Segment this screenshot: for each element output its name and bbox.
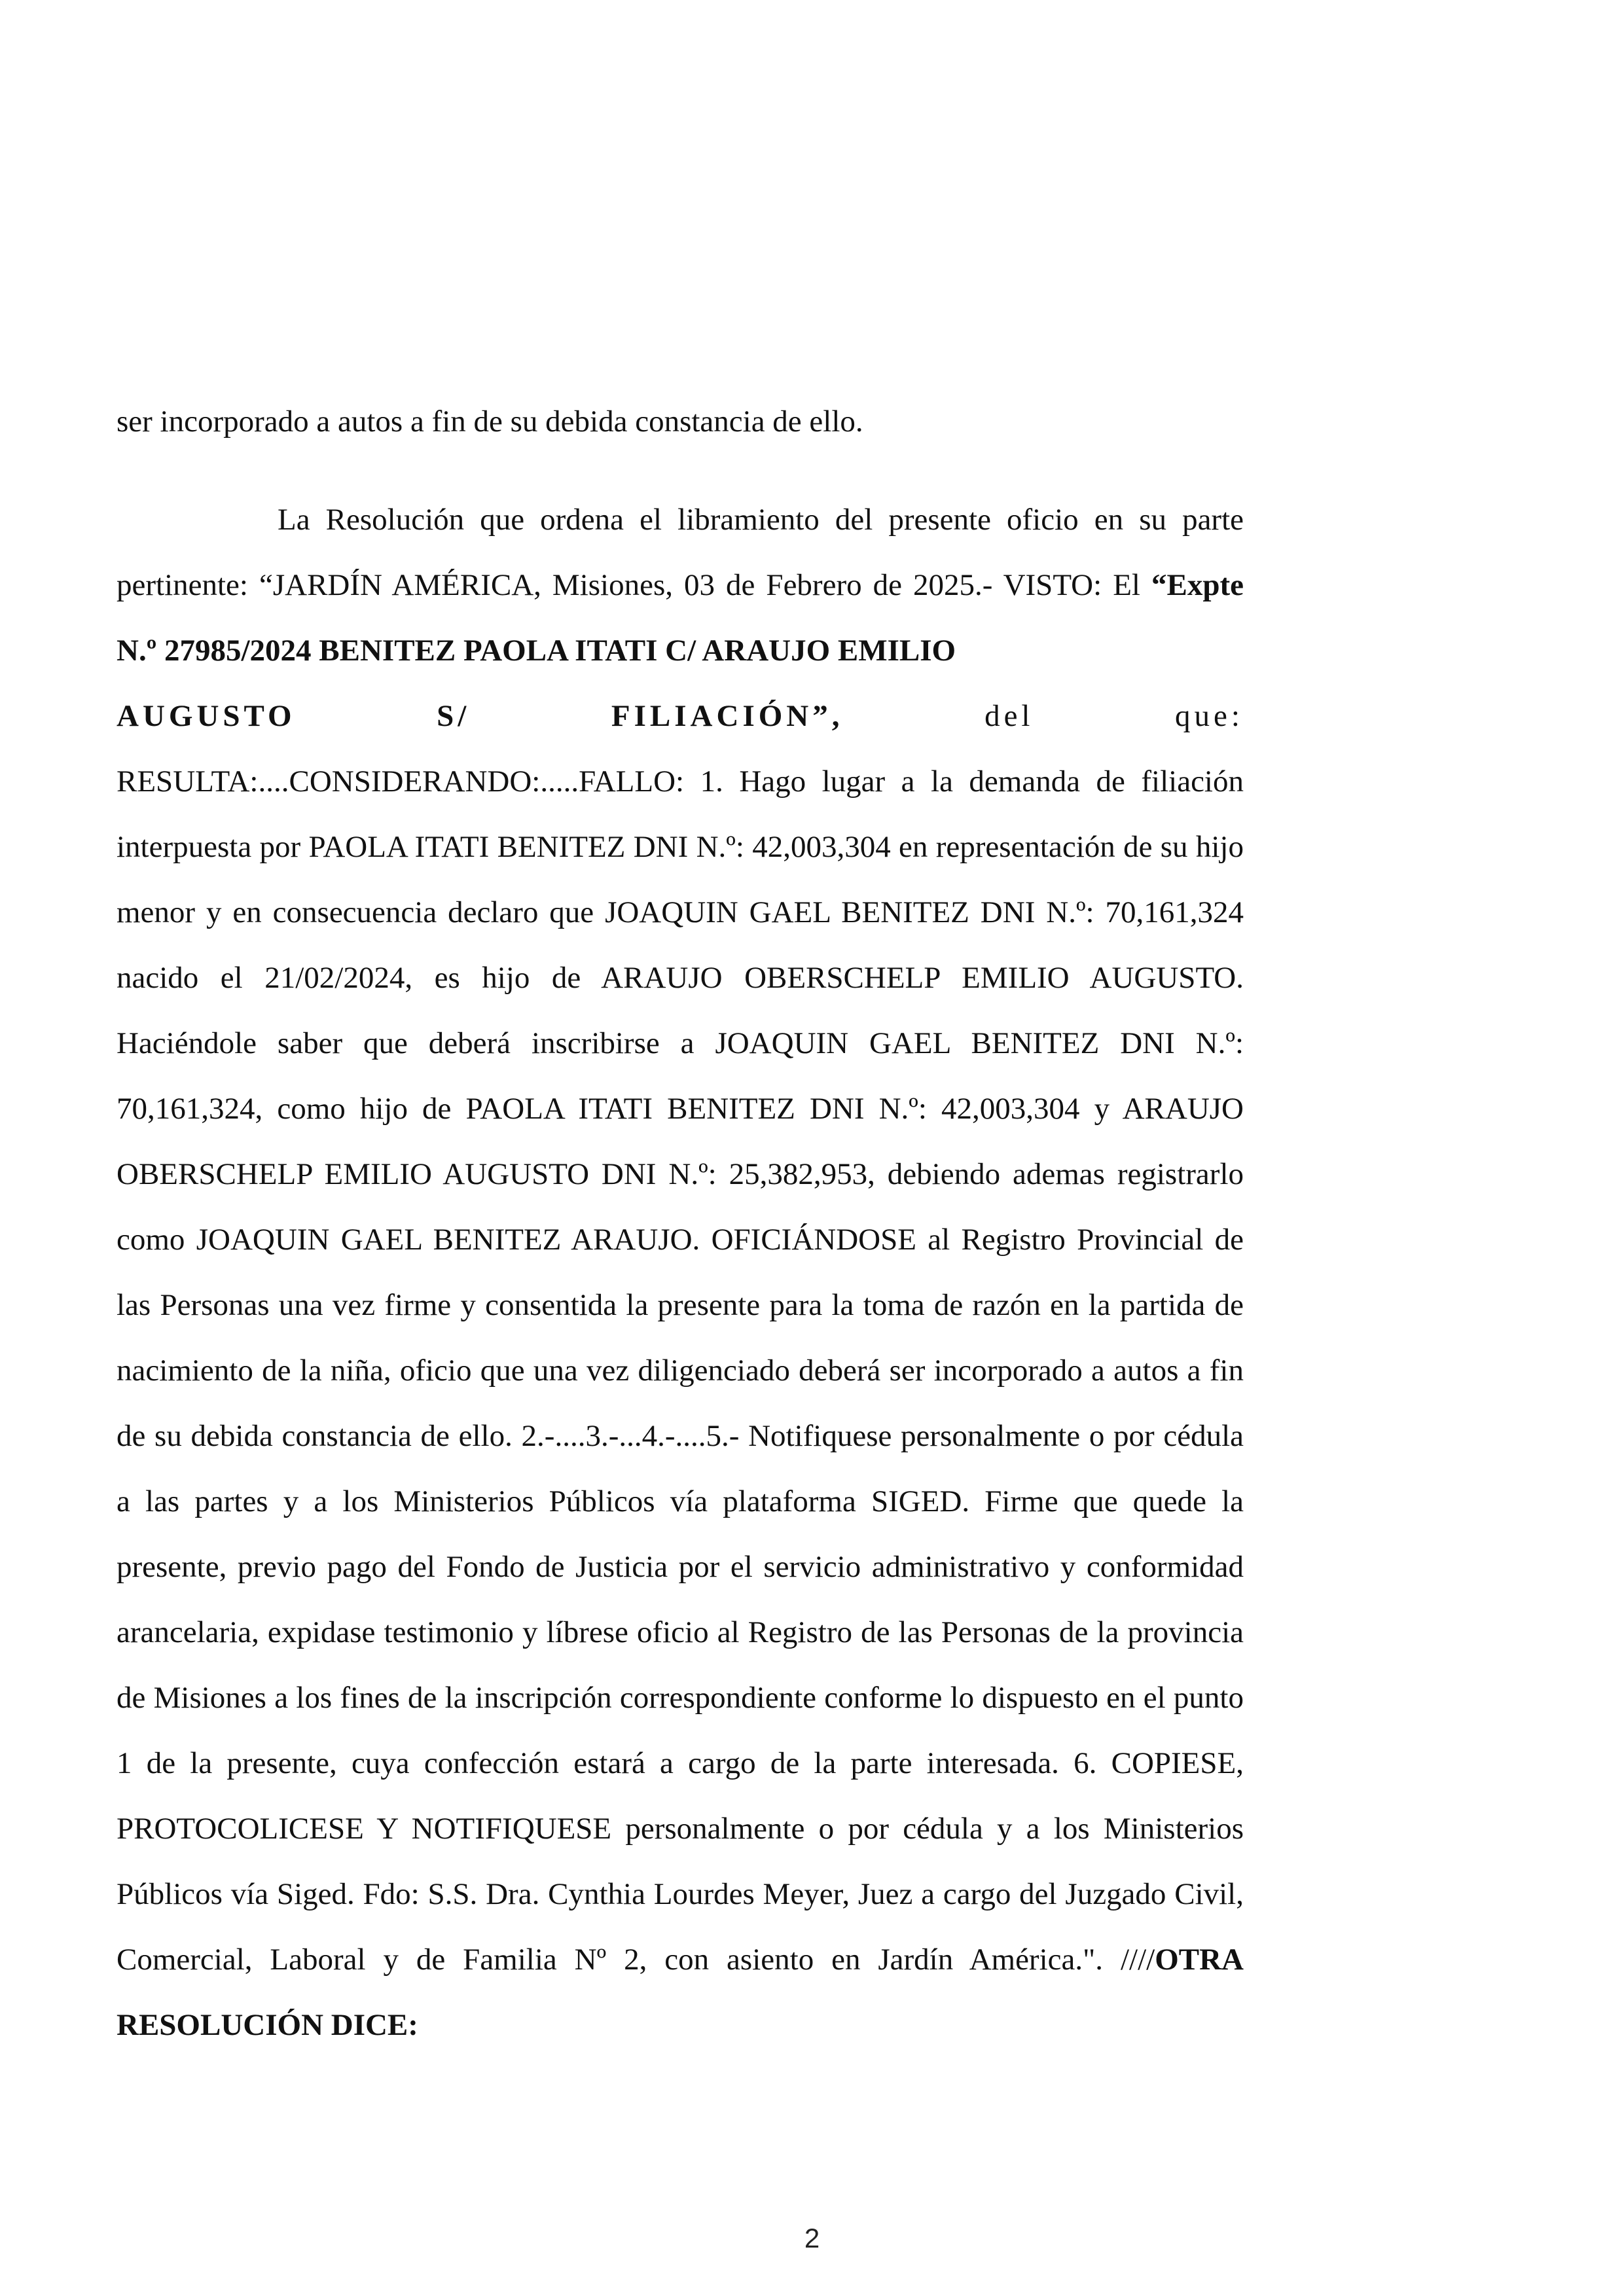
case-title-line2 [117, 683, 1244, 749]
page-number: 2 [804, 2223, 820, 2253]
resolution-paragraph [117, 487, 1244, 2058]
case-title-line1: “Expte N.º 27985/2024 BENITEZ PAOLA ITATI C/ ARAUJO EMILIO [117, 568, 1244, 668]
case-title-word-que: que: [1175, 699, 1244, 733]
continuation-paragraph [117, 389, 1244, 454]
case-title-word-s: S/ [437, 699, 471, 733]
case-title-word-augusto: AUGUSTO [117, 699, 296, 733]
case-title-word-del: del [984, 699, 1034, 733]
case-title-word-filiacion: FILIACIÓN”, [611, 699, 844, 733]
resolution-body: RESULTA:....CONSIDERANDO:.....FALLO: 1. Hago lugar a la demanda de filiación interpuesta por PAOLA ITATI BENITEZ DNI N.º: 42,003,304 en representación de su hijo menor y en consecuencia declaro que JOAQUIN GAEL BENITEZ DNI N.º: 70,161,324 nacido el 21/02/2024, es hijo de ARAUJO OBERSCHELP EMILIO AUGUSTO. Haciéndole saber que deberá inscribirse a JOAQUIN GAEL BENITEZ DNI N.º: 70,161,324, como hijo de PAOLA ITATI BENITEZ DNI N.º: 42,003,304 y ARAUJO OBERSCHELP EMILIO AUGUSTO DNI N.º: 25,382,953, debiendo ademas registrarlo como JOAQUIN GAEL BENITEZ ARAUJO. OFICIÁNDOSE al Registro Provincial de las Personas una vez firme y consentida la presente para la toma de razón en la partida de nacimiento de la niña, oficio que una vez diligenciado deberá ser incorporado a autos a fin de su debida constancia de ello. 2.-....3.-...4.-....5.- Notifiquese personalmente o por cédula a las partes y a los Ministerios Públicos vía plataforma SIGED. Firme que quede la presente, previo pago del Fondo de Justicia por el servicio administrativo y conformidad arancelaria, expidase testimonio y líbrese oficio al Registro de las Personas de la provincia de Misiones a los fines de la inscripción correspondiente conforme lo dispuesto en el punto 1 de la presente, cuya confección estará a cargo de la parte interesada. 6. COPIESE, PROTOCOLICESE Y NOTIFIQUESE personalmente o por cédula y a los Ministerios Públicos vía Siged. Fdo: S.S. Dra. Cynthia Lourdes Meyer, Juez a cargo del Juzgado Civil, Comercial, Laboral y de Familia Nº 2, con asiento en Jardín América.". //// [117, 764, 1244, 1977]
closing-heading: OTRA RESOLUCIÓN DICE: [117, 1943, 1244, 2042]
continuation-text: ser incorporado a autos a fin de su debida constancia de ello. [117, 404, 863, 439]
resolution-intro: La Resolución que ordena el libramiento del presente oficio en su parte pertinente: “JARDÍN AMÉRICA, Misiones, 03 de Febrero de 2025.- VISTO: El [117, 503, 1244, 602]
